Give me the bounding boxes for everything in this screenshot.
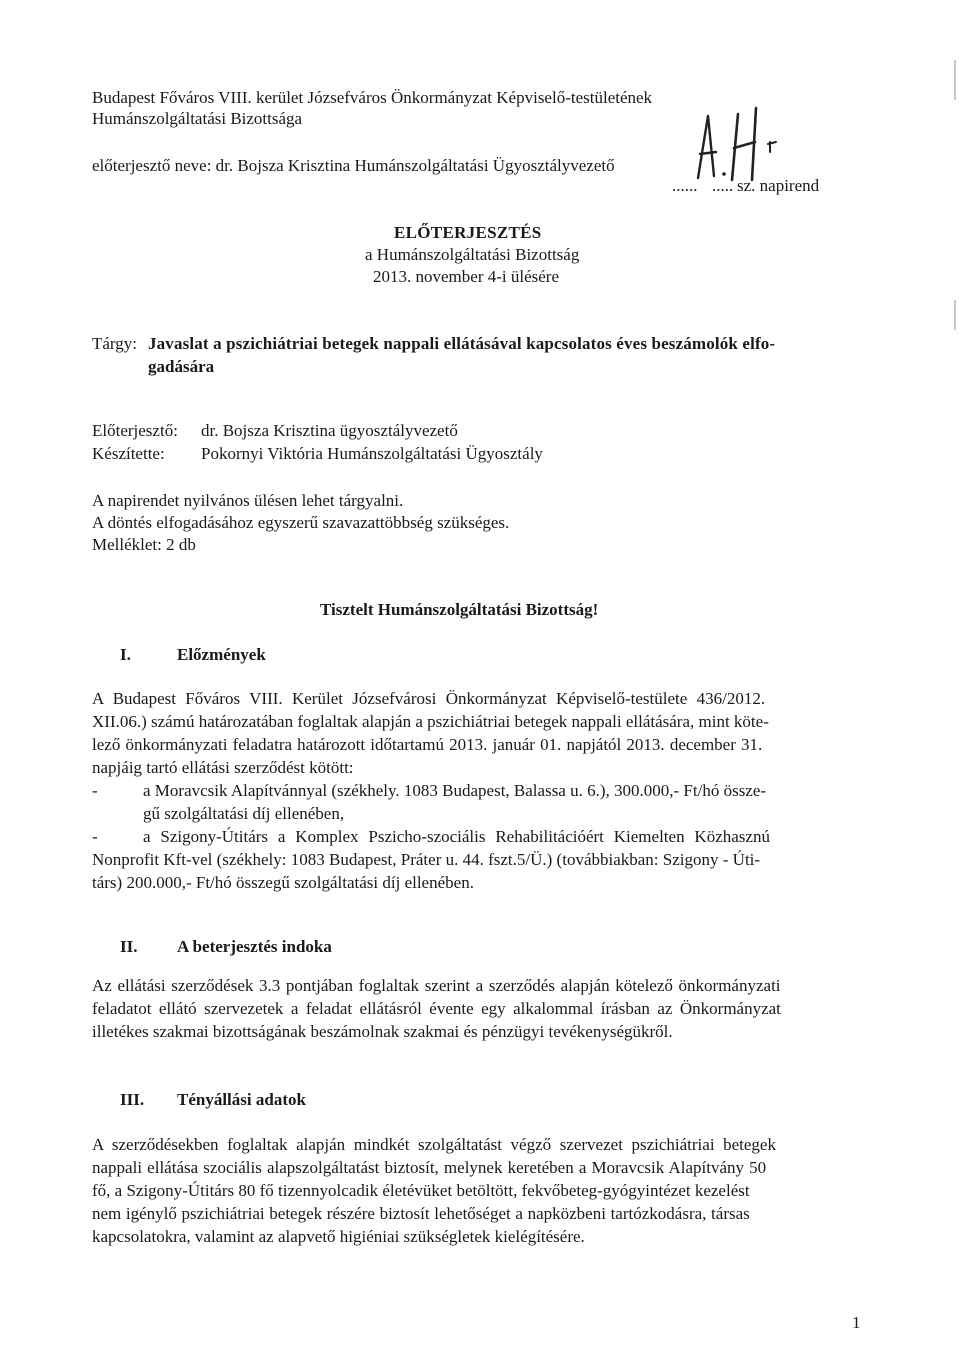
- bullet-1-line-1: a Moravcsik Alapítvánnyal (székhely. 1083 Budapest, Balassa u. 6.), 300.000,- Ft/hó össze-: [143, 781, 767, 800]
- scan-edge-mark: [954, 300, 956, 330]
- bullet-dash: -: [92, 781, 98, 800]
- agenda-dots-left: ......: [672, 176, 698, 195]
- section-heading-3: Tényállási adatok: [177, 1090, 306, 1109]
- presenter-label: Előterjesztő:: [92, 421, 178, 440]
- section-1-line-4: napjáig tartó ellátási szerződést kötött:: [92, 758, 354, 777]
- scan-edge-mark: [954, 60, 956, 100]
- page-number: 1: [852, 1313, 861, 1332]
- section-2-line-1: Az ellátási szerződések 3.3 pontjában foglaltak szerint a szerződés alapján kötelező önkormányzati: [92, 976, 781, 995]
- presenter-value: dr. Bojsza Krisztina ügyosztályvezető: [201, 421, 458, 440]
- salutation: Tisztelt Humánszolgáltatási Bizottság!: [320, 600, 599, 619]
- public-session-note: A napirendet nyilvános ülésen lehet tárgyalni.: [92, 491, 404, 510]
- document-subtitle-committee: a Humánszolgáltatási Bizottság: [365, 245, 580, 264]
- document-subtitle-date: 2013. november 4-i ülésére: [373, 267, 559, 286]
- presenter-name-line: előterjesztő neve: dr. Bojsza Krisztina Humánszolgáltatási Ügyosztályvezető: [92, 156, 615, 175]
- section-3-line-1: A szerződésekben foglaltak alapján mindkét szolgáltatást végző szervezet pszichiátriai betegek: [92, 1135, 776, 1154]
- section-3-line-4: nem igénylő pszichiátriai betegek részére biztosít lehetőséget a napközbeni tartózkodásra, társas: [92, 1204, 750, 1223]
- document-title: ELŐTERJESZTÉS: [394, 223, 542, 242]
- section-number-2: II.: [120, 937, 138, 956]
- bullet-2-line-3: társ) 200.000,- Ft/hó összegű szolgáltatási díj ellenében.: [92, 873, 474, 892]
- section-1-line-1: A Budapest Főváros VIII. Kerület Józsefvárosi Önkormányzat Képviselő-testülete 436/2012.: [92, 689, 766, 708]
- agenda-label: sz. napirend: [737, 176, 820, 195]
- subject-label: Tárgy:: [92, 334, 138, 353]
- subject-text-line-1: Javaslat a pszichiátriai betegek nappali ellátásával kapcsolatos éves beszámolók elfo-: [148, 334, 776, 353]
- section-1-line-3: lező önkormányzati feladatra határozott időtartamú 2013. január 01. napjától 2013. december 31.: [92, 735, 763, 754]
- prepared-value: Pokornyi Viktória Humánszolgáltatási Ügyosztály: [201, 444, 543, 463]
- section-3-line-5: kapcsolatokra, valamint az alapvető higiéniai szükségletek kielégítésére.: [92, 1227, 585, 1246]
- section-3-line-2: nappali ellátása szociális alapszolgáltatást biztosít, melynek keretében a Moravcsik Alapítvány 50: [92, 1158, 767, 1177]
- section-3-line-3: fő, a Szigony-Útitárs 80 fő tizennyolcadik életévüket betöltött, fekvőbeteg-gyógyintézet kezelést: [92, 1181, 750, 1200]
- majority-note: A döntés elfogadásához egyszerű szavazattöbbség szükséges.: [92, 513, 510, 532]
- section-heading-1: Előzmények: [177, 645, 266, 664]
- attachment-note: Melléklet: 2 db: [92, 535, 196, 554]
- bullet-1-line-2: gű szolgáltatási díj ellenében,: [143, 804, 345, 823]
- section-heading-2: A beterjesztés indoka: [177, 937, 332, 956]
- header-line-2: Humánszolgáltatási Bizottsága: [92, 109, 303, 128]
- subject-text-line-2: gadására: [148, 357, 215, 376]
- section-2-line-3: illetékes szakmai bizottságának beszámolnak szakmai és pénzügyi tevékenységükről.: [92, 1022, 673, 1041]
- bullet-dash: -: [92, 827, 98, 846]
- header-line-1: Budapest Főváros VIII. kerület Józsefváros Önkormányzat Képviselő-testületének: [92, 88, 653, 107]
- section-number-3: III.: [120, 1090, 145, 1109]
- section-1-line-2: XII.06.) számú határozatában foglaltak alapján a pszichiátriai betegek nappali ellátására, mint köte-: [92, 712, 769, 731]
- bullet-2-line-1: a Szigony-Útitárs a Komplex Pszicho-szociális Rehabilitációért Kiemelten Közhasznú: [143, 827, 770, 846]
- agenda-dots-right: .....: [712, 176, 734, 195]
- section-2-line-2: feladatot ellátó szervezetek a feladat ellátásról évente egy alkalommal írásban az Önkormányzat: [92, 999, 781, 1018]
- section-number-1: I.: [120, 645, 131, 664]
- prepared-label: Készítette:: [92, 444, 165, 463]
- bullet-2-line-2: Nonprofit Kft-vel (székhely: 1083 Budapest, Práter u. 44. fszt.5/Ü.) (továbbiakban: Szigony - Úti-: [92, 850, 761, 869]
